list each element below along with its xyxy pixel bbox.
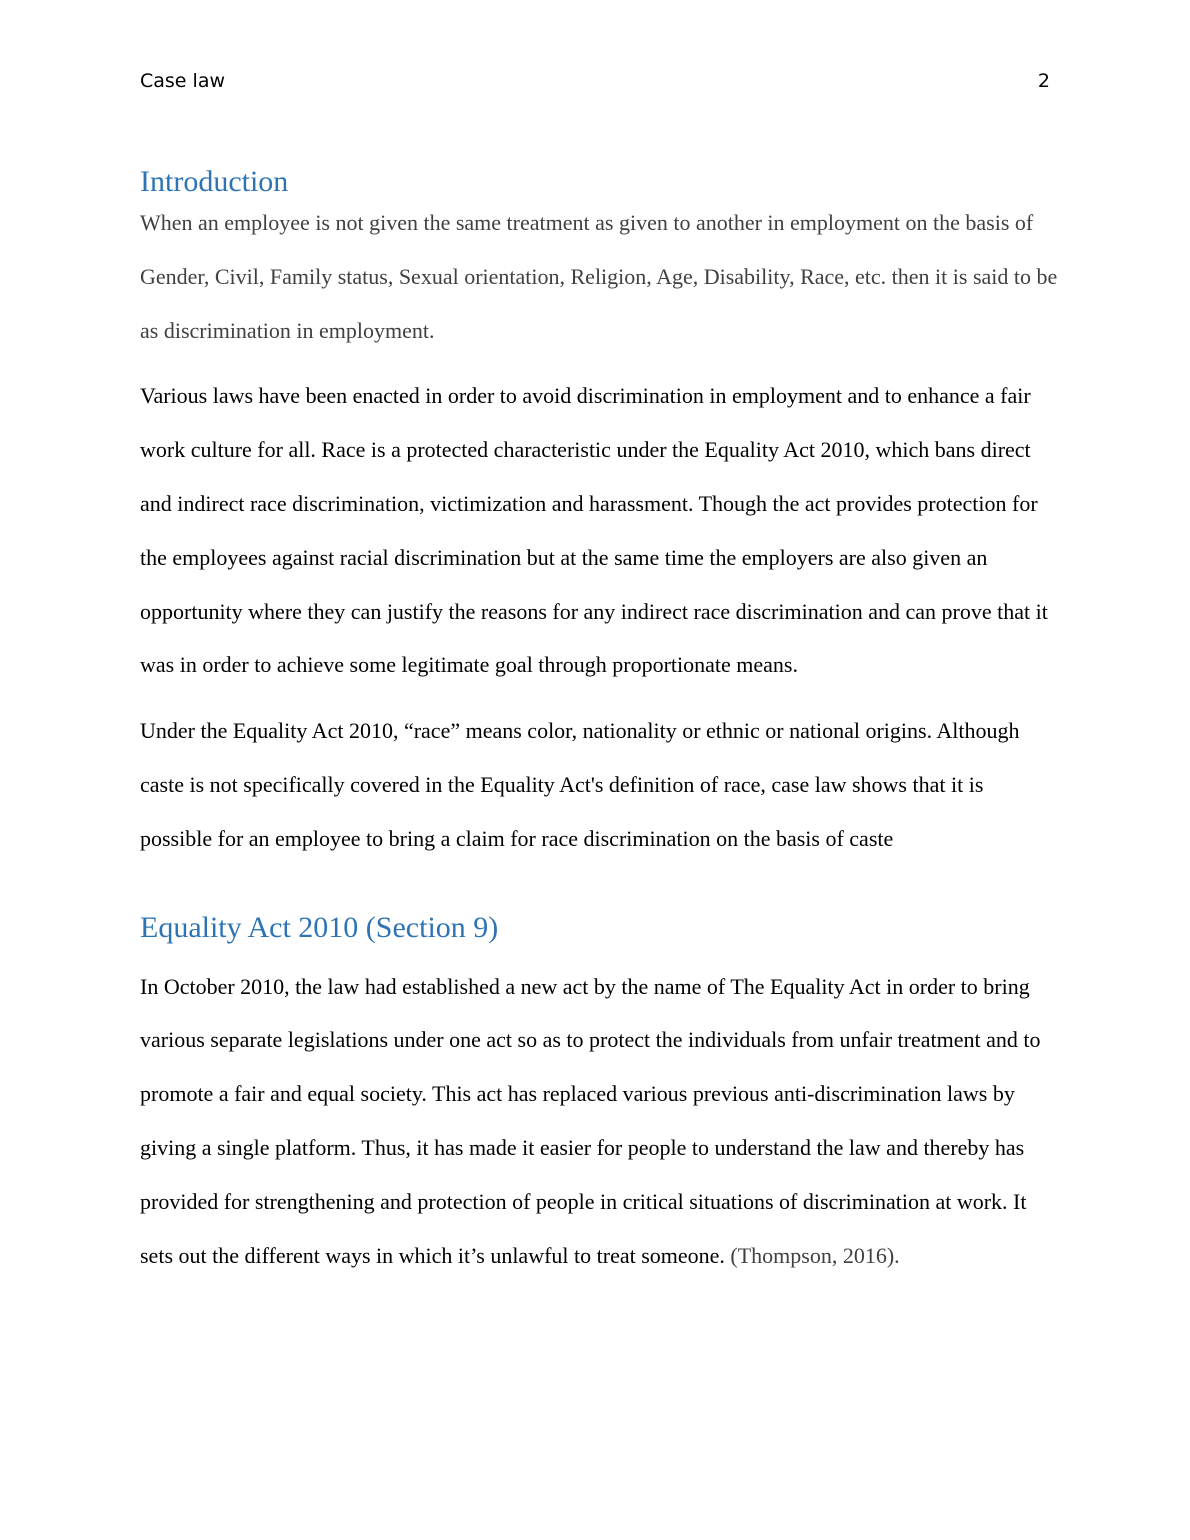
equality-act-text: In October 2010, the law had established a new act by the name of The Equality Act in order to bring various separate legislations under one act so as to protect the individuals from unfair treatment and to promote a fair and equal society. This act has replaced various previous anti-discrimination laws by giving a single platform. Thus, it has made it easier for people to understand the law and thereby has provided for strengthening and protection of people in critical situations of discrimination at work. It sets out the different ways in which it’s unlawful to treat someone.: [140, 973, 1041, 1268]
citation: (Thompson, 2016).: [730, 1242, 900, 1268]
race-definition-paragraph: Under the Equality Act 2010, “race” means color, nationality or ethnic or national origins. Although caste is not specifically covered in the Equality Act's definition of race, case law shows that it is possible for an employee to bring a claim for race discrimination on the basis of caste: [140, 718, 1020, 851]
equality-act-paragraph: [140, 960, 1060, 1283]
laws-paragraph: Various laws have been enacted in order to avoid discrimination in employment and to enhance a fair work culture for all. Race is a protected characteristic under the Equality Act 2010, which bans direct and indirect race discrimination, victimization and harassment. Though the act provides protection for the employees against racial discrimination but at the same time the employers are also given an opportunity where they can justify the reasons for any indirect race discrimination and can prove that it was in order to achieve some legitimate goal through proportionate means.: [140, 383, 1048, 678]
page-number: 2: [1037, 70, 1050, 92]
intro-paragraph: When an employee is not given the same treatment as given to another in employment on the basis of Gender, Civil, Family status, Sexual orientation, Religion, Age, Disability, Race, etc. then it is said to be as discrimination in employment.: [140, 210, 1058, 343]
introduction-heading: Introduction: [140, 165, 289, 198]
running-header-title: Case law: [140, 70, 225, 92]
equality-act-heading: Equality Act 2010 (Section 9): [140, 910, 499, 944]
document-body: [140, 160, 1060, 1282]
